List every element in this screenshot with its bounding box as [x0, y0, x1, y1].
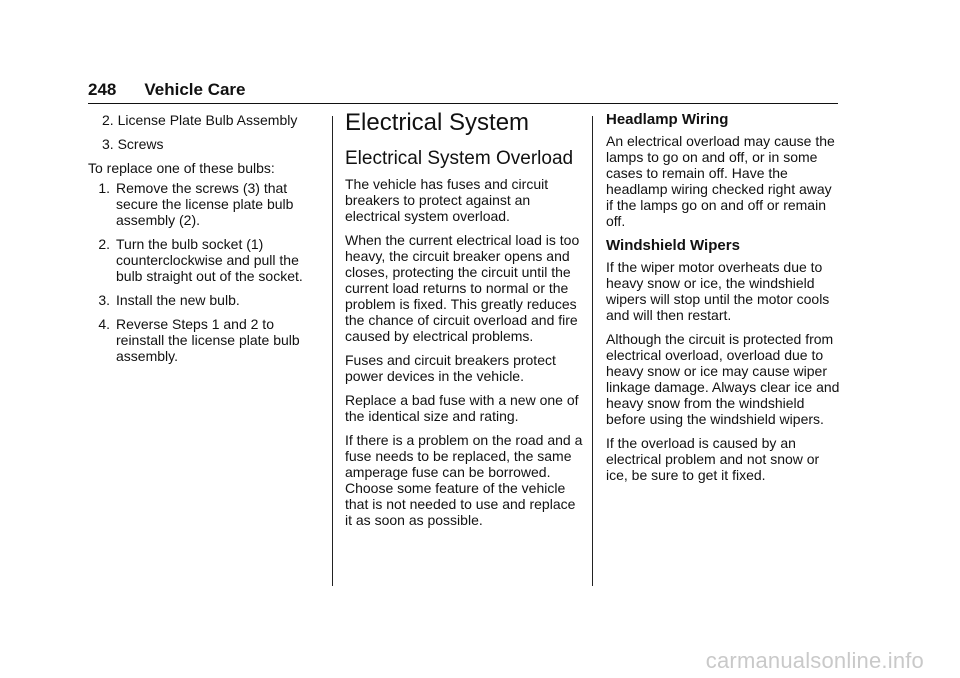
paragraph: Fuses and circuit breakers protect power devices in the vehicle.	[345, 352, 556, 384]
step-text: Install the new bulb.	[116, 292, 240, 308]
section-title: Vehicle Care	[144, 80, 246, 99]
column-divider-left	[332, 116, 333, 586]
parts-list-item	[88, 136, 323, 152]
step-number: 4.	[98, 316, 110, 332]
paragraph: Although the circuit is protected from electrical overload, overload due to heavy snow or ice may cause wiper linkage damage. Always clear ice and heavy snow from the windshield before using the windshield wipers.	[606, 331, 840, 427]
wipers-heading: Windshield Wipers	[606, 237, 740, 254]
parts-list-text: License Plate Bulb Assembly	[117, 112, 298, 128]
column-right	[606, 108, 842, 491]
replacement-steps	[88, 180, 323, 364]
step-text: Reverse Steps 1 and 2 to reinstall the license plate bulb assembly.	[116, 316, 300, 364]
step-number: 2.	[98, 236, 110, 252]
parts-list-item	[88, 112, 323, 128]
watermark: carmanualsonline.info	[705, 648, 924, 673]
step-number: 3.	[98, 292, 110, 308]
headlamp-heading: Headlamp Wiring	[606, 111, 729, 128]
steps-intro: To replace one of these bulbs:	[88, 160, 275, 176]
step-item	[88, 292, 323, 308]
step-text: Turn the bulb socket (1) counterclockwise and pull the bulb straight out of the socket.	[116, 236, 303, 284]
section-heading: Electrical System	[345, 109, 530, 136]
step-number: 1.	[98, 180, 110, 196]
column-middle	[345, 108, 583, 536]
header-rule	[88, 103, 838, 104]
parts-list-number: 3.	[102, 136, 114, 152]
step-item	[88, 180, 323, 228]
column-divider-right	[592, 116, 593, 586]
paragraph: If the wiper motor overheats due to heavy snow or ice, the windshield wipers will stop until the motor cools and will then restart.	[606, 259, 830, 323]
paragraph: If the overload is caused by an electrical problem and not snow or ice, be sure to get it fixed.	[606, 435, 820, 483]
parts-list-text: Screws	[117, 136, 164, 152]
paragraph: If there is a problem on the road and a fuse needs to be replaced, the same amperage fuse can be borrowed. Choose some feature of the vehicle that is not needed to use and replace it as soon as possible.	[345, 432, 583, 528]
paragraph: The vehicle has fuses and circuit breakers to protect against an electrical system overload.	[345, 176, 549, 224]
parts-list	[88, 112, 323, 152]
step-text: Remove the screws (3) that secure the license plate bulb assembly (2).	[116, 180, 294, 228]
step-item	[88, 236, 323, 284]
paragraph: Replace a bad fuse with a new one of the identical size and rating.	[345, 392, 579, 424]
page-number: 248	[88, 80, 117, 99]
step-item	[88, 316, 323, 364]
paragraph: When the current electrical load is too heavy, the circuit breaker opens and closes, protecting the circuit until the current load returns to normal or the problem is fixed. This greatly reduces the chance of circuit overload and fire caused by electrical problems.	[345, 232, 580, 344]
page-header	[88, 80, 246, 100]
column-left	[88, 108, 323, 372]
subsection-heading: Electrical System Overload	[345, 148, 574, 169]
parts-list-number: 2.	[102, 112, 114, 128]
paragraph: An electrical overload may cause the lamps to go on and off, or in some cases to remain off. Have the headlamp wiring checked right away if the lamps go on and off or remain off.	[606, 133, 835, 229]
